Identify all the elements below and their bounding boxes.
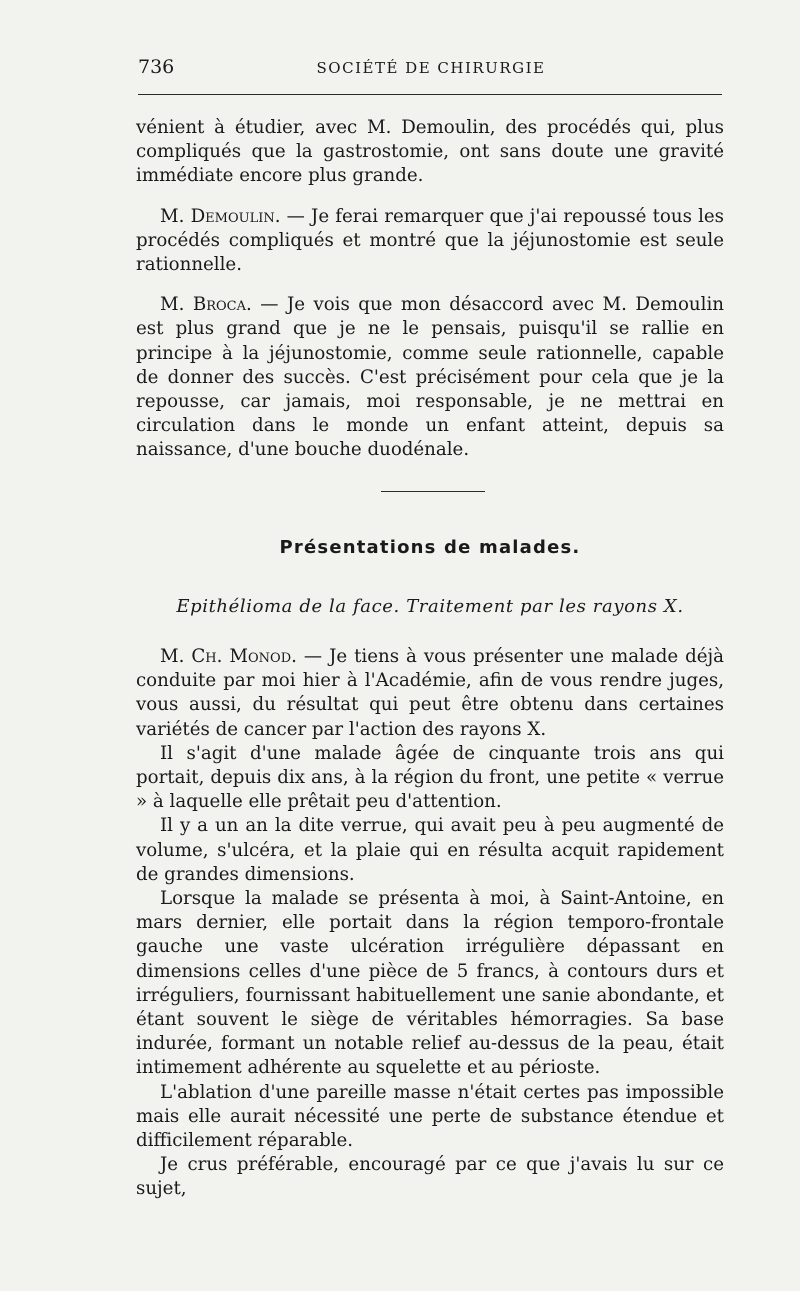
paragraph-treatment: Je crus préférable, encouragé par ce que j'avais lu sur ce sujet,	[136, 1154, 724, 1200]
section-title: Présentations de malades.	[279, 537, 581, 558]
discussion-block	[136, 116, 724, 463]
paragraph-demoulin-text: — Je ferai remarquer que j'ai repoussé tous les procédés compliqués et montré que la jéjunostomie est seule rationnelle.	[136, 205, 724, 276]
paragraph-examination: Lorsque la malade se présenta à moi, à Saint-Antoine, en mars dernier, elle portait dans la région temporo-frontale gauche une vaste ulcération irrégulière dépassant en dimensions celles d'une pièce de 5 francs, à contours durs et irréguliers, fournissant habituellement une sanie abondante, et étant souvent le siège de véritables hémorragies. Sa base indurée, formant un notable relief au-dessus de la peau, était intimement adhérente au squelette et au périoste.	[136, 888, 724, 1079]
paragraph-broca-text: — Je vois que mon désaccord avec M. Demoulin est plus grand que je ne le pensais, puisqu'il se rallie en principe à la jéjunostomie, comme seule rationnelle, capable de donner des succès. C'est précisément pour cela que je la repousse, car jamais, moi responsable, je ne mettrai en circulation dans le monde un enfant atteint, depuis sa naissance, d'une bouche duodénale.	[136, 294, 724, 461]
paragraph-demoulin	[136, 205, 724, 278]
paragraph-monod-text: — Je tiens à vous présenter une malade déjà conduite par moi hier à l'Académie, afin de vous rendre juges, vous aussi, du résultat qui peut être obtenu dans certaines variétés de cancer par l'action des rayons X.	[136, 646, 724, 740]
speaker-demoulin: M. Demoulin.	[160, 205, 281, 227]
paragraph-continuation: vénient à étudier, avec M. Demoulin, des procédés qui, plus compliqués que la gastrostomie, ont sans doute une gravité immédiate encore plus grande.	[136, 117, 724, 187]
paragraph-monod	[136, 645, 724, 742]
section-divider	[381, 491, 485, 492]
header-rule	[138, 94, 722, 95]
page-number: 736	[138, 56, 175, 78]
section-subtitle: Epithélioma de la face. Traitement par les rayons X.	[176, 596, 684, 617]
paragraph-ablation: L'ablation d'une pareille masse n'était certes pas impossible mais elle aurait nécessité une perte de substance étendue et difficilement réparable.	[136, 1081, 724, 1152]
paragraph-broca	[136, 293, 724, 462]
paragraph-ulceration: Il y a un an la dite verrue, qui avait peu à peu augmenté de volume, s'ulcéra, et la plaie qui en résulta acquit rapidement de grandes dimensions.	[136, 815, 724, 885]
presentation-block	[136, 645, 724, 1202]
page-header	[138, 56, 724, 82]
running-title: SOCIÉTÉ DE CHIRURGIE	[316, 59, 546, 77]
speaker-broca: M. Broca.	[160, 294, 252, 316]
speaker-monod: M. Ch. Monod.	[160, 646, 297, 667]
paragraph-history: Il s'agit d'une malade âgée de cinquante trois ans qui portait, depuis dix ans, à la région du front, une petite « verrue » à laquelle elle prêtait peu d'attention.	[136, 742, 724, 813]
